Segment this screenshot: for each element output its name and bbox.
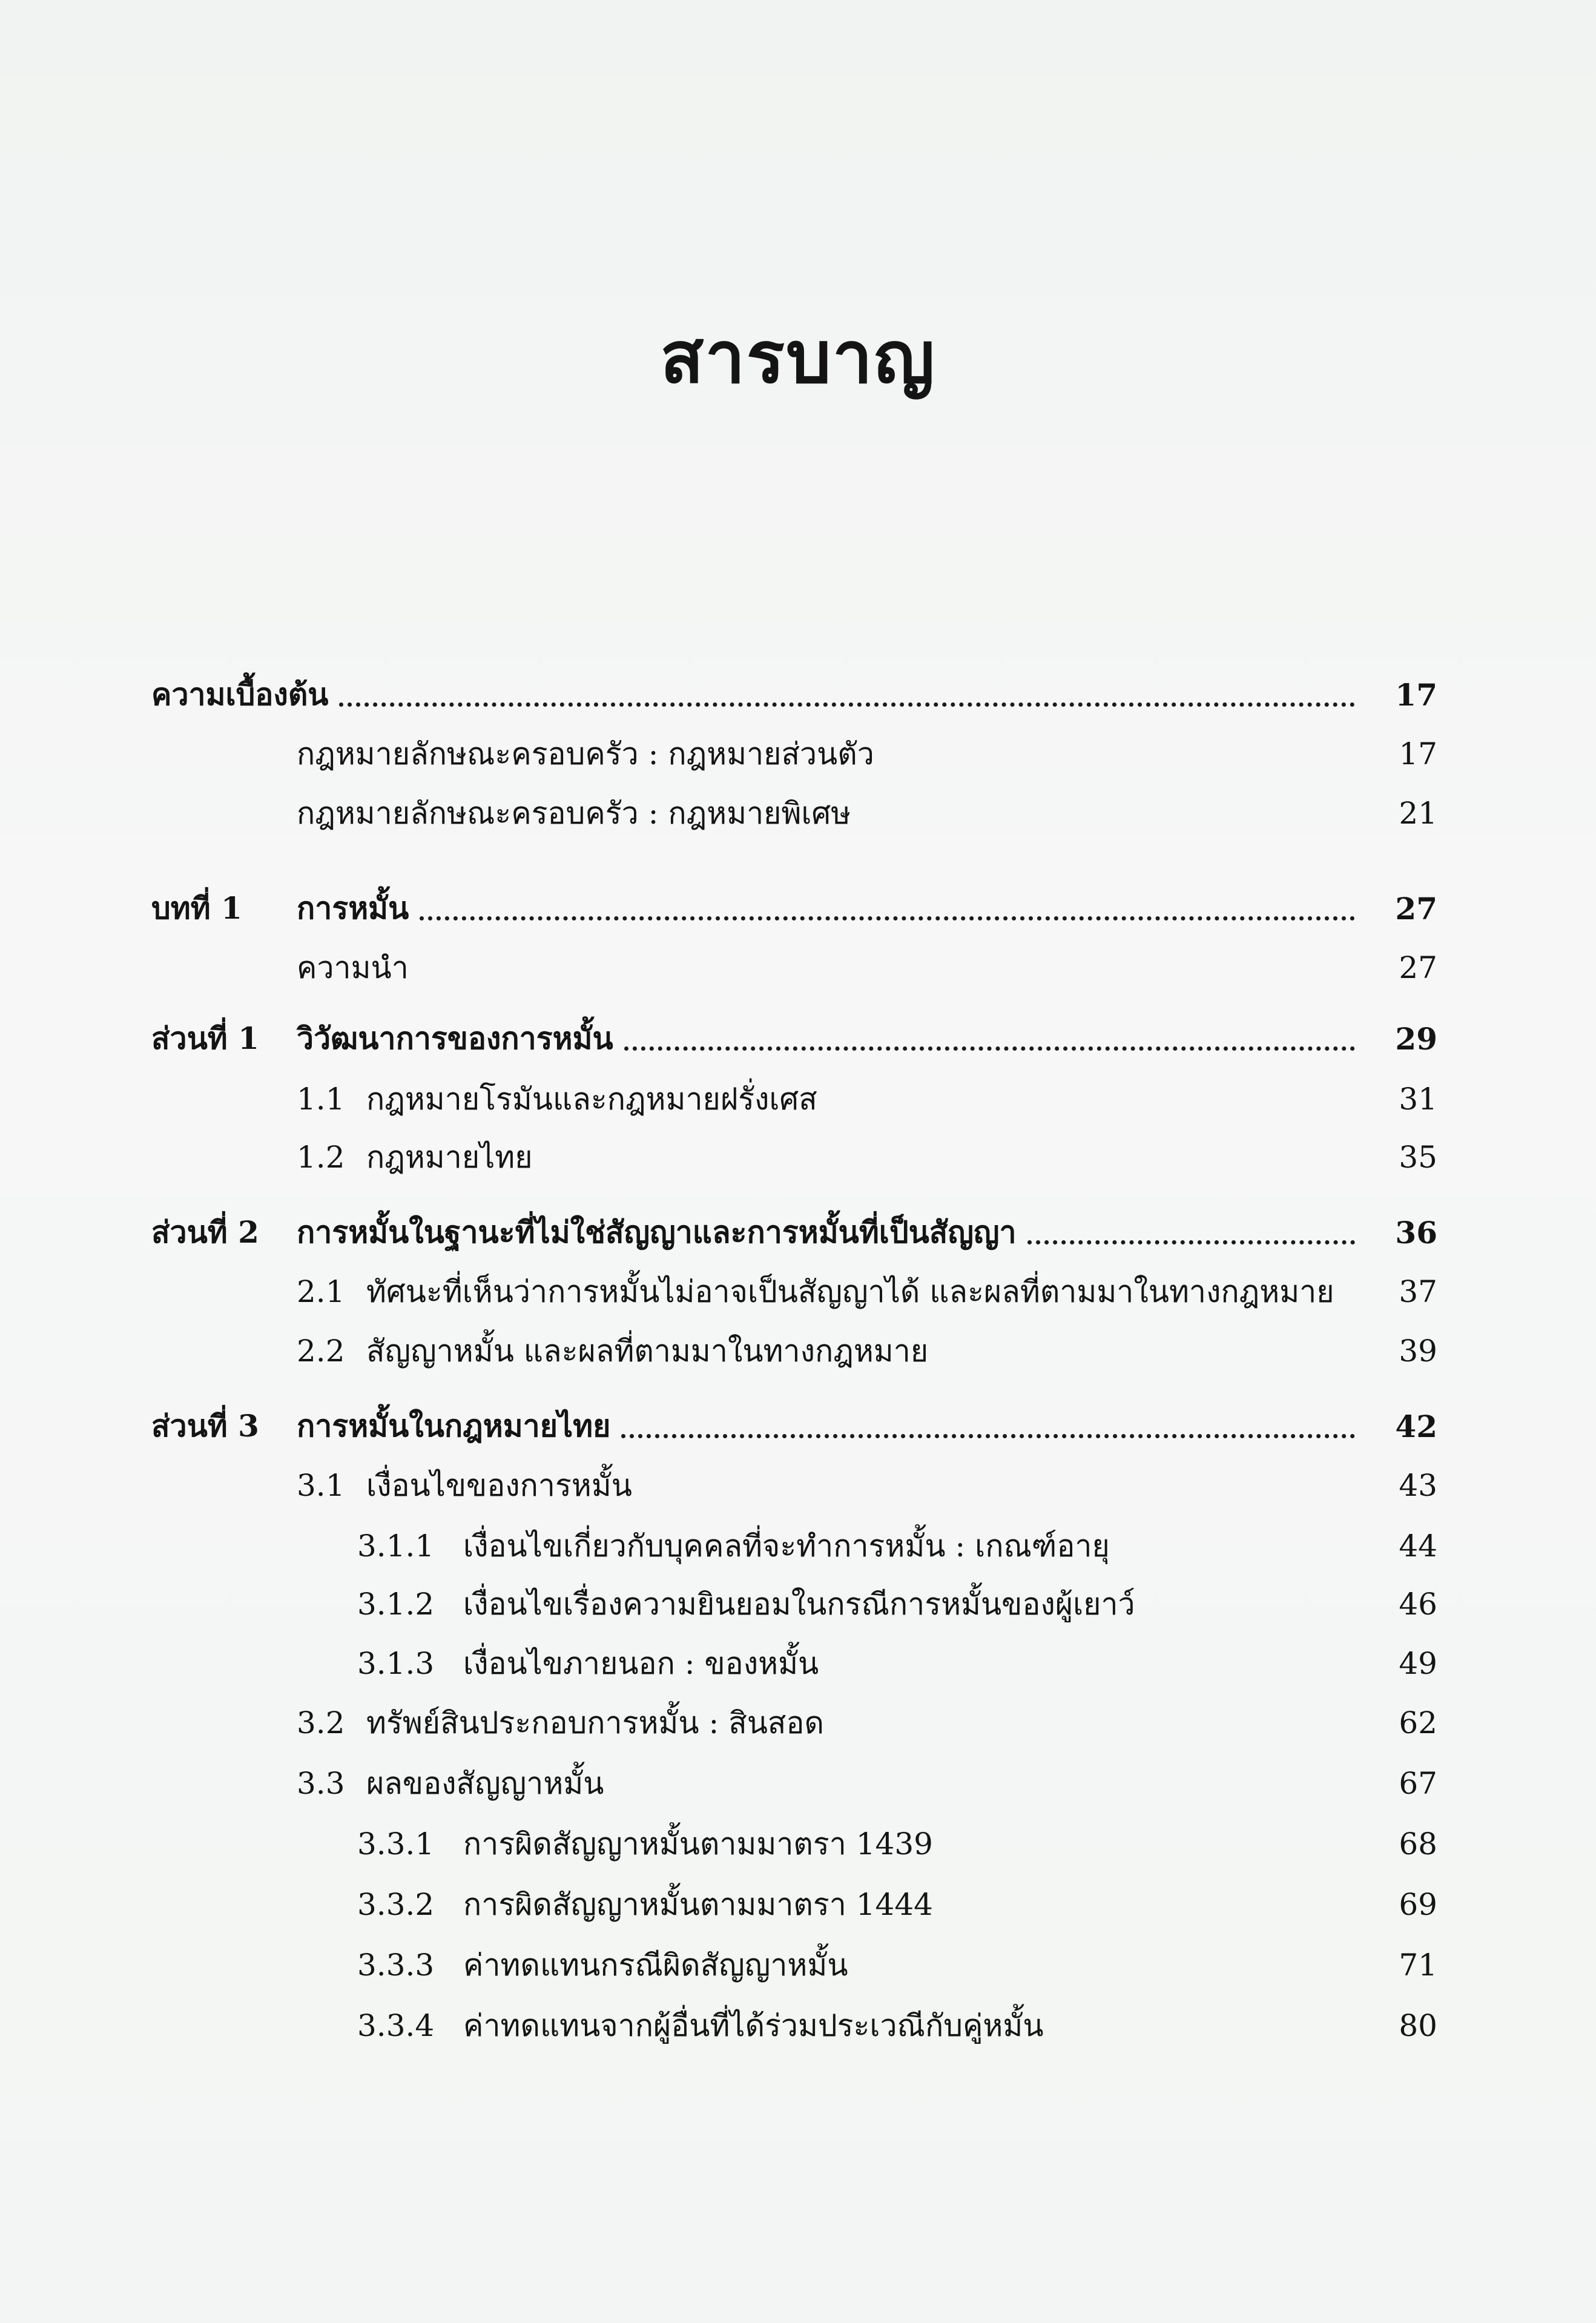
toc-entry-number: 3.1.1	[357, 1528, 435, 1564]
toc-entry	[297, 1015, 1366, 1063]
toc-entry-text: ค่าทดแทนกรณีผิดสัญญาหมั้น	[463, 1947, 848, 1983]
toc-page-number: 29	[1395, 1020, 1437, 1057]
toc-page-number: 21	[1399, 796, 1437, 831]
toc-dot-leader	[420, 916, 1355, 920]
toc-entry-number: 3.3.1	[357, 1826, 435, 1862]
toc-entry-number: 3.3.2	[357, 1887, 435, 1922]
toc-entry-text: เงื่อนไขเรื่องความยินยอมในกรณีการหมั้นของผู้เยาว์	[463, 1586, 1135, 1622]
toc-entry	[357, 1522, 1366, 1570]
toc-entry	[297, 1134, 1366, 1181]
toc-row	[0, 881, 1596, 936]
toc-entry	[297, 1403, 1366, 1450]
toc-dot-leader	[1027, 1240, 1355, 1244]
toc-entry-text: ความเบื้องต้น	[151, 676, 329, 712]
toc-row	[0, 1324, 1596, 1378]
toc-entry-number: 1.2	[297, 1140, 345, 1175]
toc-entry	[357, 1640, 1366, 1688]
toc-row	[0, 1998, 1596, 2053]
toc-entry	[297, 1462, 1366, 1510]
toc-dot-leader	[339, 702, 1355, 707]
toc-entry	[357, 1820, 1366, 1868]
toc-page-number: 27	[1399, 950, 1437, 985]
toc-entry	[297, 1268, 1366, 1316]
toc-dot-leader	[624, 1046, 1355, 1051]
toc-entry-text: การหมั้น	[297, 890, 409, 926]
toc-page-number: 39	[1399, 1333, 1437, 1369]
toc-page-number: 27	[1395, 890, 1437, 927]
toc-row	[0, 1756, 1596, 1811]
toc-entry-text: กฎหมายโรมันและกฎหมายฝรั่งเศส	[366, 1081, 817, 1117]
toc-entry-text: วิวัฒนาการของการหมั้น	[297, 1020, 613, 1056]
toc-page-number: 17	[1399, 736, 1437, 772]
toc-row	[0, 1817, 1596, 1871]
toc-page-number: 46	[1399, 1587, 1437, 1622]
toc-entry-number: 3.1.3	[357, 1646, 435, 1681]
toc-entry-text: เงื่อนไขเกี่ยวกับบุคคลที่จะทำการหมั้น : เกณฑ์อายุ	[463, 1528, 1110, 1564]
toc-row	[0, 1696, 1596, 1750]
toc-entry-text: ผลของสัญญาหมั้น	[366, 1765, 604, 1801]
toc-row	[0, 667, 1596, 722]
toc-entry	[357, 2002, 1366, 2050]
toc-page-number: 17	[1395, 676, 1437, 713]
toc-row	[0, 1938, 1596, 1992]
toc-entry-number: 1.1	[297, 1082, 345, 1117]
toc-row	[0, 1130, 1596, 1185]
toc-page-number: 36	[1395, 1214, 1437, 1251]
toc-entry-text: ความนำ	[297, 950, 409, 985]
toc-entry-number: 3.2	[297, 1705, 345, 1740]
toc-entry-text: สัญญาหมั้น และผลที่ตามมาในทางกฎหมาย	[366, 1333, 929, 1369]
toc-entry-text: กฎหมายลักษณะครอบครัว : กฎหมายพิเศษ	[297, 795, 851, 831]
toc-page-number: 42	[1395, 1408, 1437, 1444]
toc-entry	[297, 885, 1366, 933]
toc-entry-text: การผิดสัญญาหมั้นตามมาตรา 1439	[463, 1826, 933, 1862]
toc-entry	[297, 944, 1366, 992]
toc-page-number: 49	[1399, 1646, 1437, 1681]
toc-page-number: 71	[1399, 1948, 1437, 1983]
toc-section-label: ส่วนที่ 1	[151, 1020, 259, 1056]
toc-entry-text: เงื่อนไขภายนอก : ของหมั้น	[463, 1645, 819, 1681]
toc-entry-text: เงื่อนไขของการหมั้น	[366, 1467, 632, 1503]
toc-page-number: 68	[1399, 1826, 1437, 1862]
toc-section-label: ส่วนที่ 3	[151, 1407, 259, 1444]
toc-entry-text: การหมั้นในกฎหมายไทย	[297, 1407, 611, 1444]
toc-entry	[297, 730, 1366, 778]
toc-section-label: บทที่ 1	[151, 890, 242, 926]
toc-entry-number: 2.2	[297, 1333, 345, 1369]
toc-entry	[297, 1076, 1366, 1123]
toc-entry	[297, 1209, 1366, 1257]
toc-entry	[297, 1699, 1366, 1747]
toc-entry-number: 3.1	[297, 1468, 345, 1503]
toc-entry	[357, 1881, 1366, 1929]
toc-page-number: 62	[1399, 1705, 1437, 1740]
toc-row	[0, 1205, 1596, 1260]
toc-entry-text: การผิดสัญญาหมั้นตามมาตรา 1444	[463, 1886, 933, 1922]
toc-entry-number: 3.3.4	[357, 2008, 435, 2043]
toc-entry-text: การหมั้นในฐานะที่ไม่ใช่สัญญาและการหมั้นที่เป็นสัญญา	[297, 1214, 1017, 1250]
toc-entry	[297, 790, 1366, 838]
page-title: สารบาญ	[660, 315, 936, 399]
toc-section-label: ส่วนที่ 2	[151, 1214, 259, 1250]
toc-dot-leader	[621, 1434, 1355, 1438]
toc-page-number: 69	[1399, 1887, 1437, 1922]
toc-entry-number: 2.1	[297, 1274, 345, 1309]
toc-row	[0, 727, 1596, 781]
toc-entry-text: กฎหมายลักษณะครอบครัว : กฎหมายส่วนตัว	[297, 736, 874, 772]
toc-page-number: 80	[1399, 2008, 1437, 2043]
toc-row	[0, 1519, 1596, 1573]
toc-page-number: 37	[1399, 1274, 1437, 1309]
toc-row	[0, 1877, 1596, 1932]
toc-entry	[357, 1581, 1366, 1628]
toc-row	[0, 1636, 1596, 1691]
toc-row	[0, 1264, 1596, 1319]
toc-entry	[297, 1760, 1366, 1808]
toc-entry	[151, 671, 1366, 719]
toc-entry-text: ทัศนะที่เห็นว่าการหมั้นไม่อาจเป็นสัญญาได้ และผลที่ตามมาในทางกฎหมาย	[366, 1274, 1334, 1309]
toc-entry-text: ค่าทดแทนจากผู้อื่นที่ได้ร่วมประเวณีกับคู่หมั้น	[463, 2007, 1044, 2043]
toc-page-number: 44	[1399, 1528, 1437, 1564]
toc-entry-number: 3.3.3	[357, 1948, 435, 1983]
toc-entry	[297, 1327, 1366, 1375]
toc-row	[0, 1577, 1596, 1631]
toc-entry-text: กฎหมายไทย	[366, 1139, 533, 1175]
toc-page-number: 35	[1399, 1140, 1437, 1175]
toc-page-number: 31	[1399, 1082, 1437, 1117]
toc-entry-number: 3.3	[297, 1766, 345, 1801]
toc-row	[0, 786, 1596, 841]
toc-row	[0, 1011, 1596, 1066]
toc-entry	[357, 1941, 1366, 1989]
toc-row	[0, 940, 1596, 995]
toc-row	[0, 1399, 1596, 1453]
toc-row	[0, 1458, 1596, 1513]
toc-row	[0, 1072, 1596, 1126]
toc-entry-number: 3.1.2	[357, 1587, 435, 1622]
toc-page-number: 43	[1399, 1468, 1437, 1503]
toc-entry-text: ทรัพย์สินประกอบการหมั้น : สินสอด	[366, 1705, 824, 1740]
toc-page-number: 67	[1399, 1766, 1437, 1801]
